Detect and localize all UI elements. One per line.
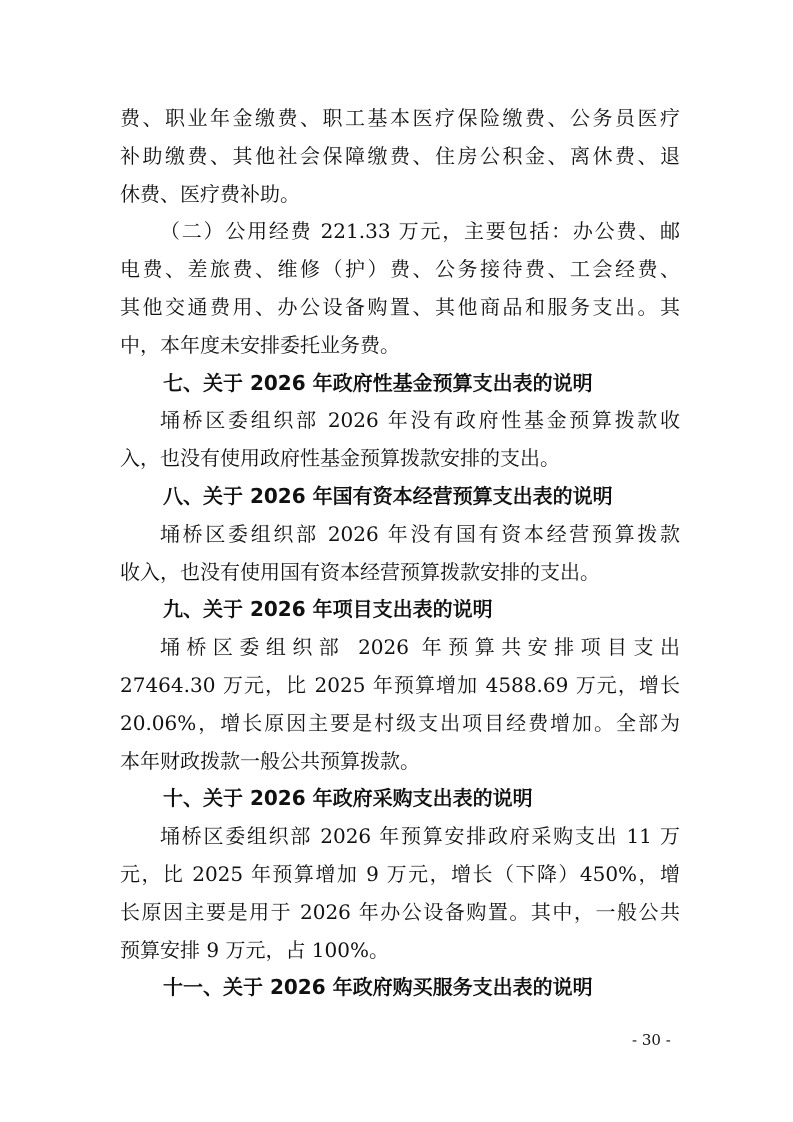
paragraph-line: 埇桥区委组织部 2026 年没有政府性基金预算拨款收 <box>160 408 680 432</box>
section-heading-10: 十、关于 2026 年政府采购支出表的说明 <box>163 786 533 810</box>
paragraph-line: 入，也没有使用政府性基金预算拨款安排的支出。 <box>120 446 560 470</box>
section-heading-7: 七、关于 2026 年政府性基金预算支出表的说明 <box>163 371 593 395</box>
section-heading-9: 九、关于 2026 年项目支出表的说明 <box>163 597 493 621</box>
section-heading-8: 八、关于 2026 年国有资本经营预算支出表的说明 <box>163 484 613 508</box>
paragraph-line: 收入，也没有使用国有资本经营预算拨款安排的支出。 <box>120 560 600 584</box>
paragraph-line: 其他交通费用、办公设备购置、其他商品和服务支出。其 <box>120 295 680 319</box>
paragraph-line: 埇桥区委组织部 2026 年预算共安排项目支出 <box>160 635 680 659</box>
paragraph-line: 元，比 2025 年预算增加 9 万元，增长（下降）450%，增 <box>120 862 680 886</box>
paragraph-line: 长原因主要是用于 2026 年办公设备购置。其中，一般公共 <box>120 900 680 924</box>
page-number: - 30 - <box>632 1031 671 1049</box>
paragraph-line: 20.06%，增长原因主要是村级支出项目经费增加。全部为 <box>120 711 680 735</box>
paragraph-line: 电费、差旅费、维修（护）费、公务接待费、工会经费、 <box>120 257 680 281</box>
paragraph-line: 休费、医疗费补助。 <box>120 182 300 206</box>
section-heading-11: 十一、关于 2026 年政府购买服务支出表的说明 <box>163 975 593 999</box>
paragraph-line: 中，本年度未安排委托业务费。 <box>120 333 400 357</box>
paragraph-line: 本年财政拨款一般公共预算拨款。 <box>120 749 420 773</box>
paragraph-line: （二）公用经费 221.33 万元，主要包括：办公费、邮 <box>160 219 680 243</box>
paragraph-line: 埇桥区委组织部 2026 年预算安排政府采购支出 11 万 <box>160 824 680 848</box>
paragraph-line: 预算安排 9 万元，占 100%。 <box>120 938 389 962</box>
paragraph-line: 埇桥区委组织部 2026 年没有国有资本经营预算拨款 <box>160 522 680 546</box>
paragraph-line: 补助缴费、其他社会保障缴费、住房公积金、离休费、退 <box>120 144 680 168</box>
paragraph-line: 费、职业年金缴费、职工基本医疗保险缴费、公务员医疗 <box>120 106 680 130</box>
paragraph-line: 27464.30 万元，比 2025 年预算增加 4588.69 万元，增长 <box>120 673 680 697</box>
